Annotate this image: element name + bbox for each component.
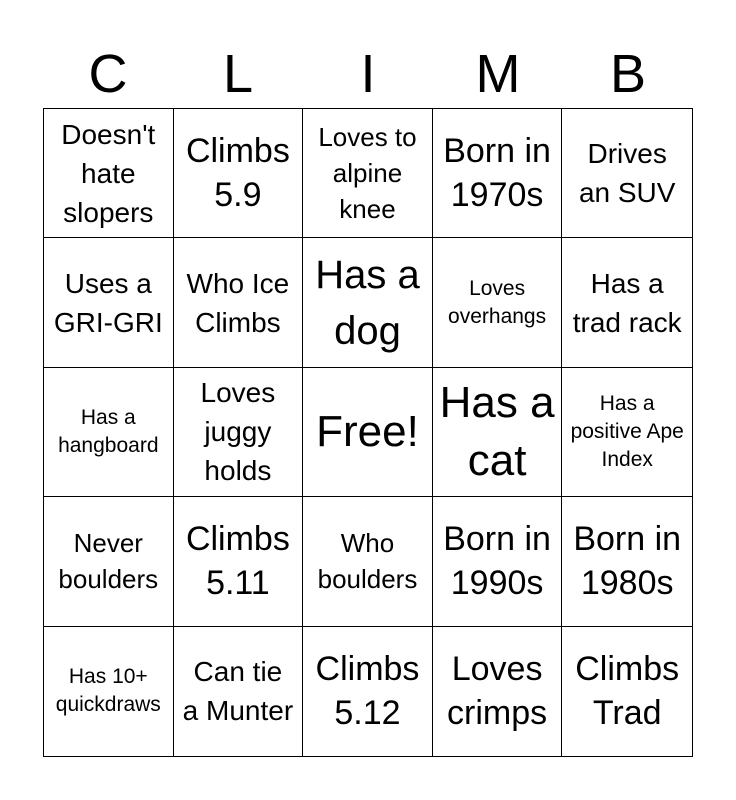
cell-text: Doesn't hate slopers	[61, 118, 156, 228]
cell-text: Born in 1980s	[573, 520, 682, 603]
cell-text: Drives an SUV	[578, 138, 676, 209]
bingo-cell[interactable]	[562, 109, 692, 238]
bingo-cell[interactable]	[433, 627, 563, 756]
bingo-cell[interactable]	[303, 627, 433, 756]
cell-text: Has a cat	[439, 377, 555, 485]
cell-text: Has a hangboard	[58, 405, 159, 457]
bingo-cell[interactable]	[303, 238, 433, 367]
cell-text: Never boulders	[58, 528, 159, 595]
cell-text: Climbs Trad	[575, 650, 680, 733]
bingo-cell[interactable]	[562, 497, 692, 626]
bingo-cell[interactable]	[433, 368, 563, 497]
bingo-cell[interactable]	[174, 109, 304, 238]
bingo-cell[interactable]	[174, 627, 304, 756]
cell-text: Loves juggy holds	[200, 377, 276, 487]
cell-text: Born in 1970s	[443, 132, 551, 215]
bingo-cell[interactable]	[44, 368, 174, 497]
cell-text: Can tie a Munter	[182, 656, 294, 727]
cell-text: Loves crimps	[447, 650, 548, 733]
bingo-grid	[43, 108, 693, 757]
cell-text: Has 10+ quickdraws	[55, 665, 161, 717]
bingo-cell[interactable]	[174, 238, 304, 367]
bingo-cell[interactable]	[562, 368, 692, 497]
header-letter-i: I	[360, 44, 376, 104]
bingo-cell[interactable]	[562, 238, 692, 367]
bingo-cell[interactable]	[174, 497, 304, 626]
cell-text: Uses a GRI-GRI	[53, 267, 163, 338]
bingo-cell[interactable]	[433, 109, 563, 238]
cell-text: Climbs 5.12	[315, 650, 420, 733]
bingo-cell[interactable]	[303, 497, 433, 626]
cell-text: Who Ice Climbs	[186, 267, 290, 338]
bingo-cell[interactable]	[44, 238, 174, 367]
bingo-cell[interactable]	[44, 497, 174, 626]
header-letter-b: B	[609, 44, 647, 104]
cell-text: Has a trad rack	[572, 267, 682, 338]
header-letter-l: L	[222, 44, 254, 104]
cell-text: Who boulders	[317, 528, 418, 595]
bingo-cell[interactable]	[433, 497, 563, 626]
bingo-cell free-space[interactable]	[303, 368, 433, 497]
cell-text: Has a positive Ape Index	[570, 391, 684, 471]
cell-text: Born in 1990s	[443, 520, 551, 603]
cell-text: Loves overhangs	[448, 276, 547, 328]
bingo-cell[interactable]	[174, 368, 304, 497]
bingo-cell[interactable]	[44, 627, 174, 756]
bingo-header	[43, 40, 693, 108]
cell-text: Climbs 5.11	[185, 520, 290, 603]
bingo-cell[interactable]	[433, 238, 563, 367]
bingo-cell[interactable]	[44, 109, 174, 238]
cell-text: Climbs 5.9	[185, 132, 290, 215]
header-letter-m: M	[475, 44, 521, 104]
bingo-cell[interactable]	[303, 109, 433, 238]
cell-text: Has a dog	[315, 252, 420, 353]
bingo-cell[interactable]	[562, 627, 692, 756]
header-letter-c: C	[88, 44, 128, 104]
cell-text: Loves to alpine knee	[318, 122, 417, 225]
free-space-text: Free!	[316, 406, 419, 456]
